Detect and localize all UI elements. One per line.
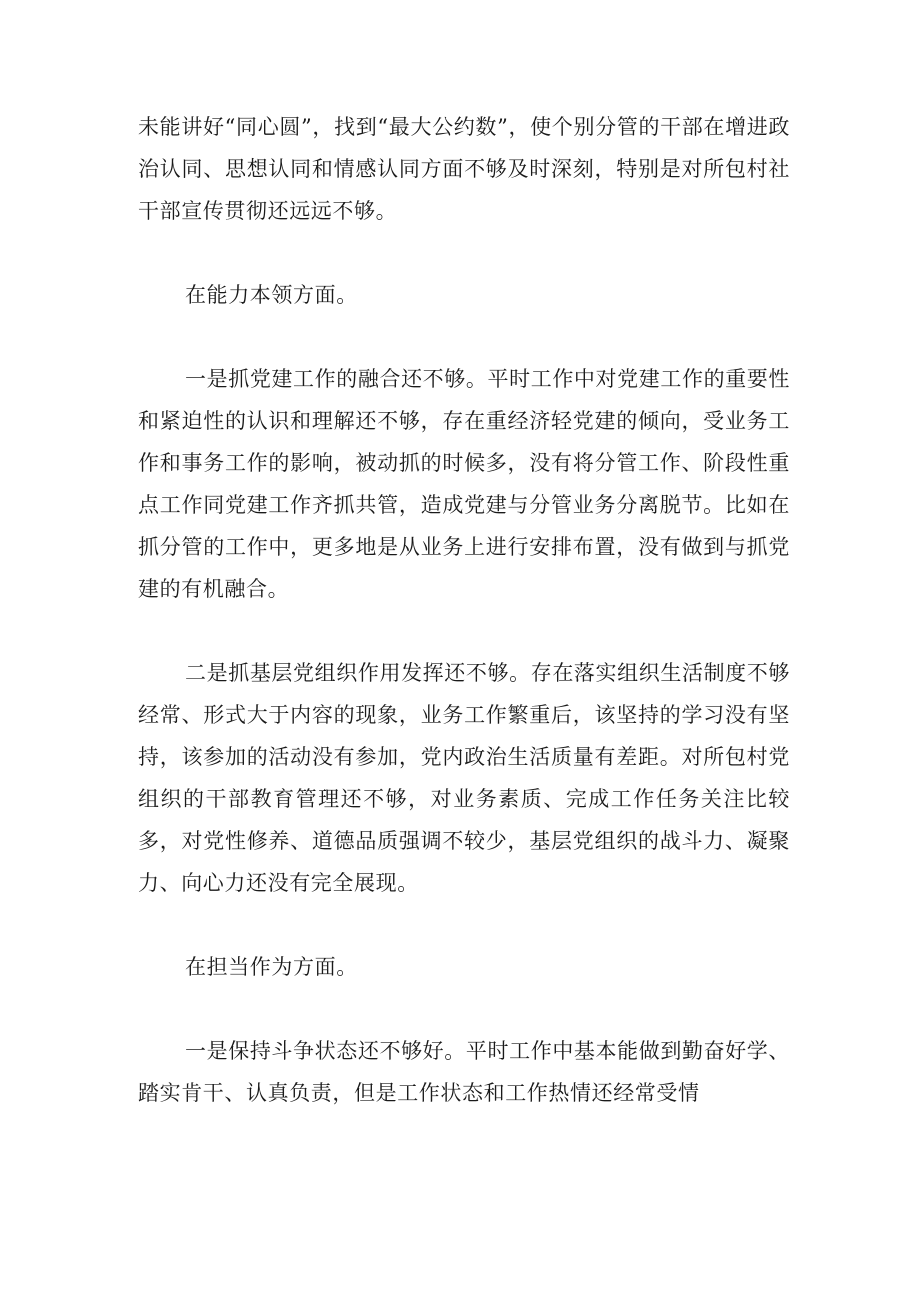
paragraph-struggle-state: 一是保持斗争状态还不够好。平时工作中基本能做到勤奋好学、踏实肯干、认真负责，但是工作状态和工作热情还经常受情 <box>138 1039 790 1105</box>
section-heading-responsibility: 在担当作为方面。 <box>185 955 358 979</box>
paragraph-party-building-integration: 一是抓党建工作的融合还不够。平时工作中对党建工作的重要性和紧迫性的认识和理解还不够，存在重经济轻党建的倾向，受业务工作和事务工作的影响，被动抓的时候多，没有将分管工作、阶段性重点工作同党建工作齐抓共管，造成党建与分管业务分离脱节。比如在抓分管的工作中，更多地是从业务上进行安排布置，没有做到与抓党建的有机融合。 <box>138 367 790 601</box>
paragraph-continuation: 未能讲好“同心圆”，找到“最大公约数”，使个别分管的干部在增进政治认同、思想认同和情感认同方面不够及时深刻，特别是对所包村社干部宣传贯彻还远远不够。 <box>138 115 790 223</box>
paragraph-grassroots-organization: 二是抓基层党组织作用发挥还不够。存在落实组织生活制度不够经常、形式大于内容的现象，业务工作繁重后，该坚持的学习没有坚持，该参加的活动没有参加，党内政治生活质量有差距。对所包村党组织的干部教育管理还不够，对业务素质、完成工作任务关注比较多，对党性修养、道德品质强调不较少，基层党组织的战斗力、凝聚力、向心力还没有完全展现。 <box>138 661 790 895</box>
document-body <box>138 106 790 1114</box>
section-heading-ability: 在能力本领方面。 <box>185 283 358 307</box>
